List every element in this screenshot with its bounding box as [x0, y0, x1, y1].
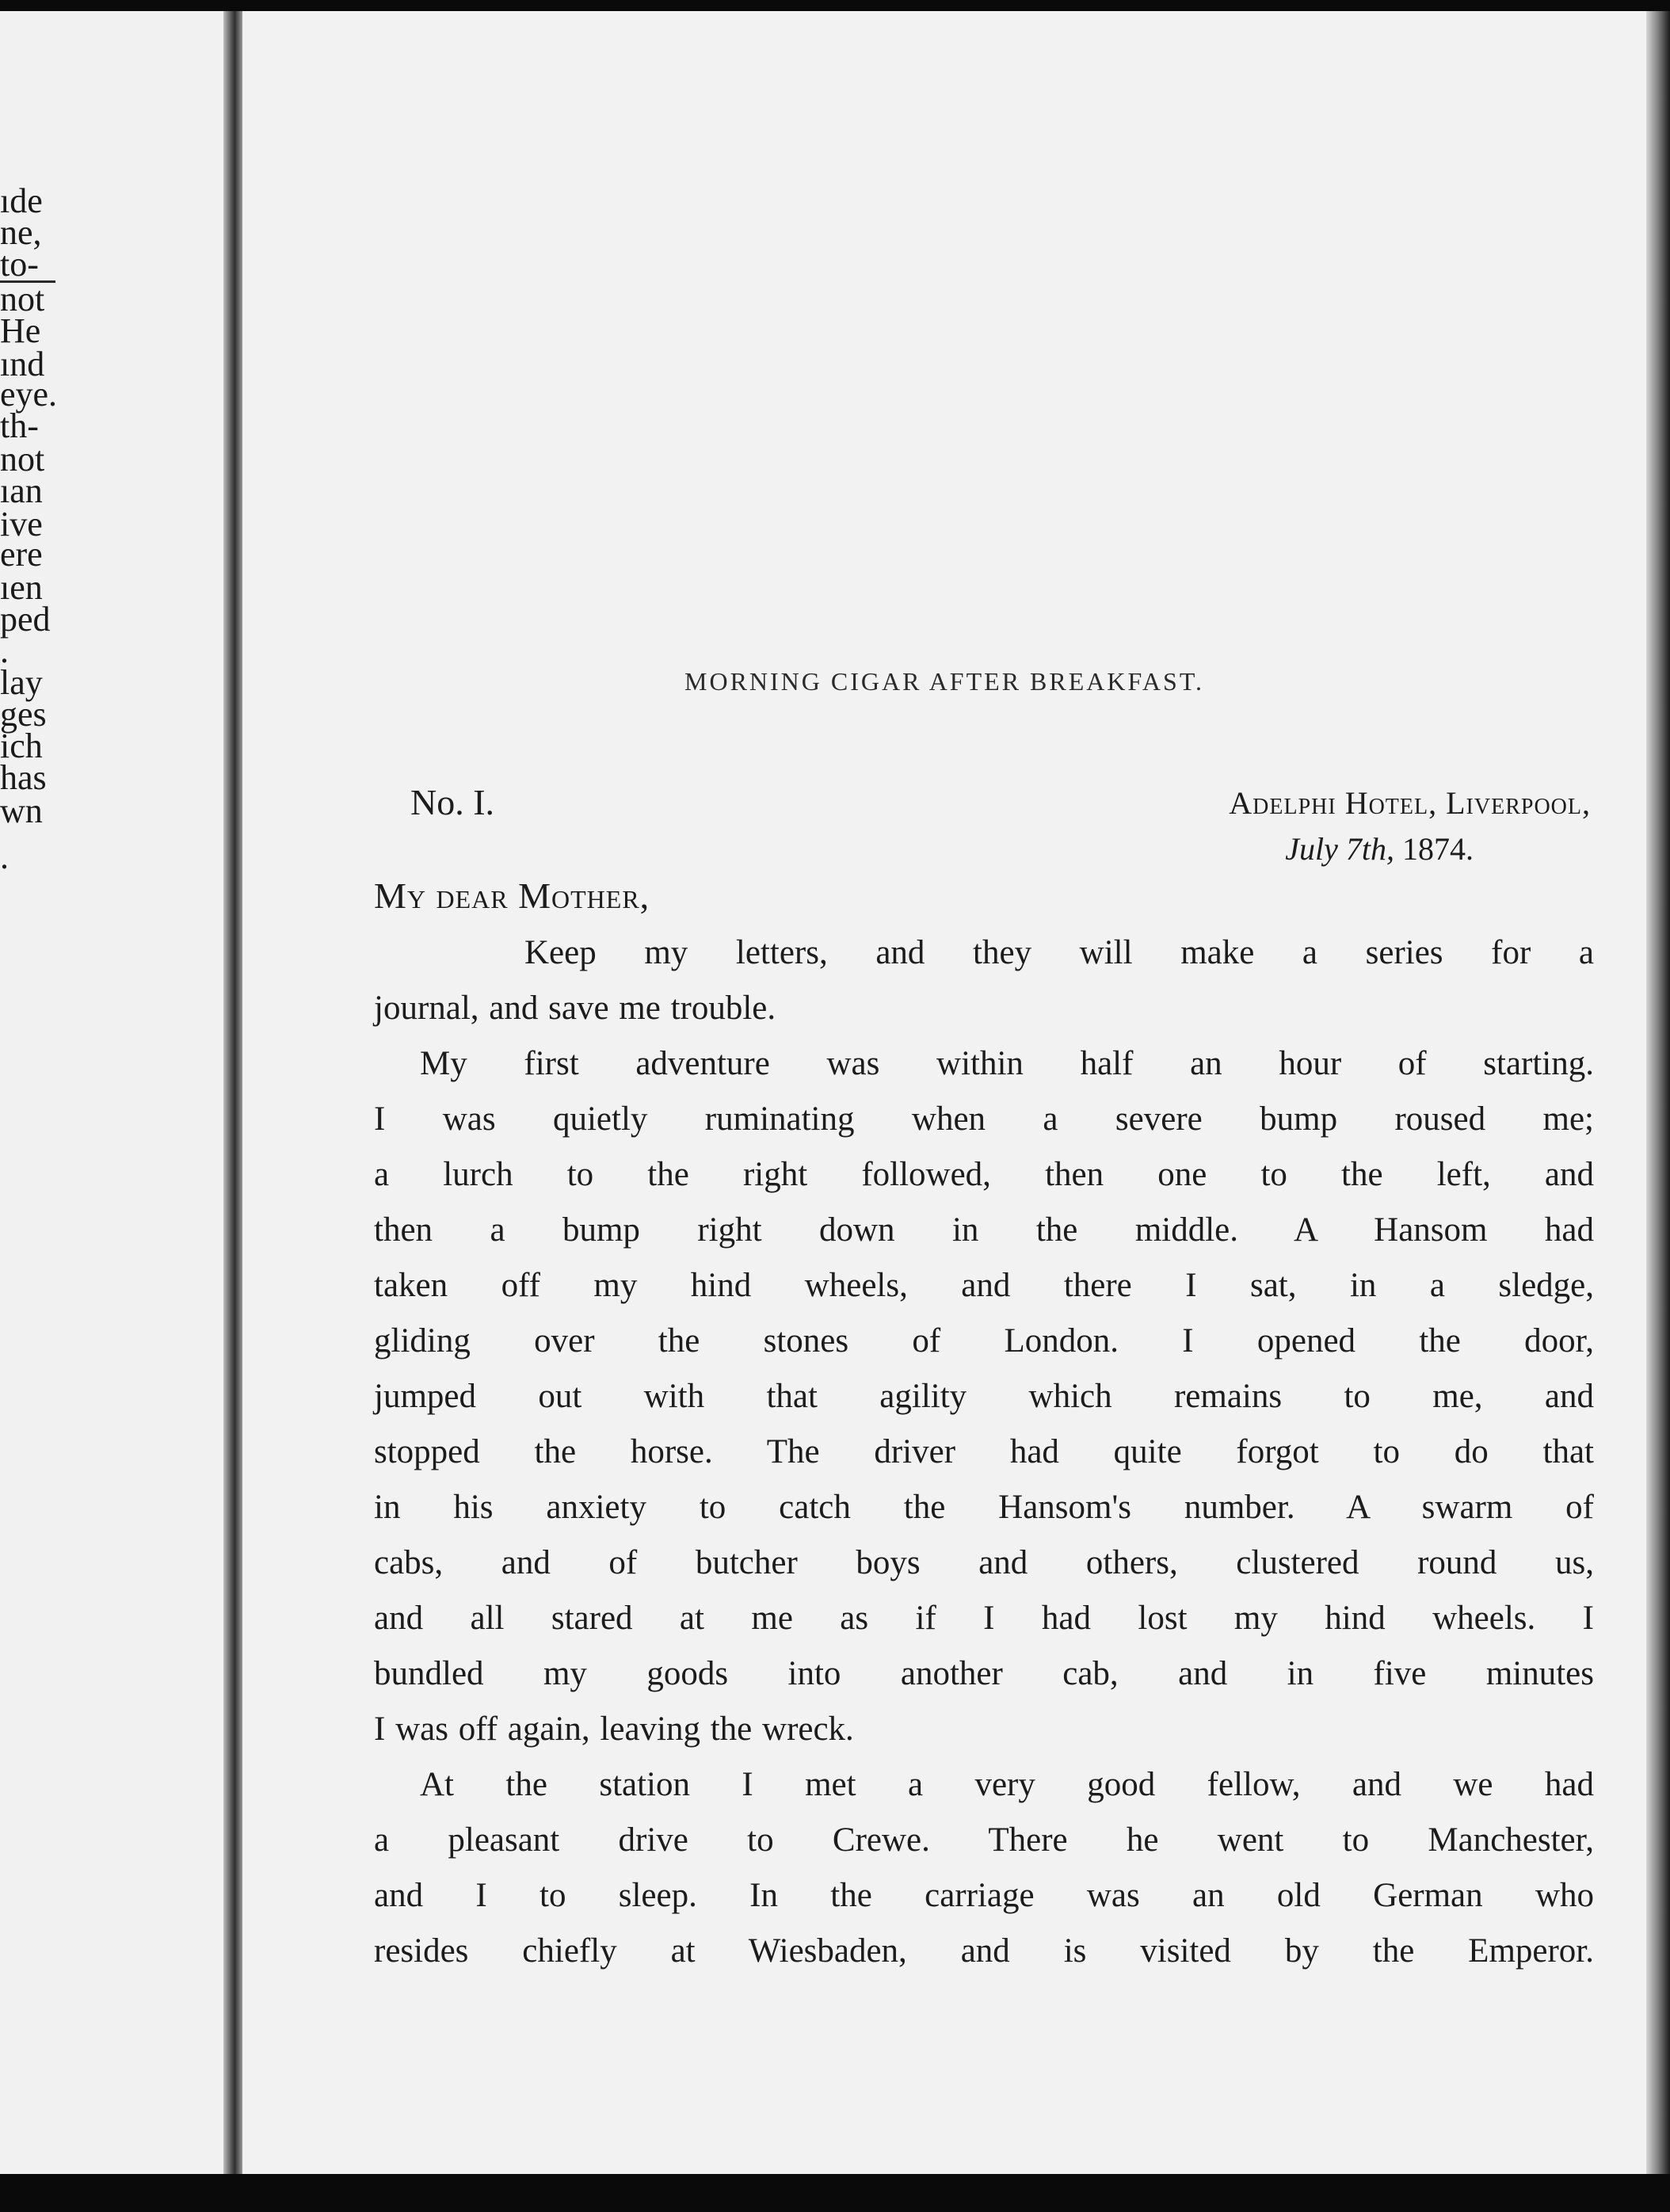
facing-page-line: has	[0, 758, 47, 797]
body-line: I was quietly ruminating when a severe bump roused me;	[374, 1100, 1594, 1138]
facing-page-line: ive	[0, 505, 43, 543]
body-line: At the station I met a very good fellow, and we had	[420, 1766, 1594, 1803]
salutation: My dear Mother,	[374, 875, 650, 916]
facing-page-line: ıde	[0, 181, 43, 220]
letter-body	[374, 925, 1594, 1979]
page-edge-shadow	[1646, 11, 1670, 2174]
letter-date-day: July 7th,	[1285, 831, 1394, 867]
body-line: a pleasant drive to Crewe. There he went to Manchester,	[374, 1821, 1594, 1859]
body-line: journal, and save me trouble.	[374, 990, 776, 1027]
body-line: I was off again, leaving the wreck.	[374, 1710, 854, 1748]
facing-page-line: ne,	[0, 213, 42, 252]
facing-page-line: .	[0, 631, 9, 670]
facing-page-line: to-	[0, 245, 39, 284]
facing-page-line: ere	[0, 535, 43, 574]
running-head: MORNING CIGAR AFTER BREAKFAST.	[684, 667, 1204, 696]
letter-number: No. I.	[410, 782, 495, 822]
book-gutter	[223, 11, 242, 2174]
body-line: and all stared at me as if I had lost my hind wheels. I	[374, 1600, 1594, 1637]
book-page	[242, 11, 1646, 2174]
facing-page-line: .	[0, 837, 9, 876]
facing-page-fragment	[0, 11, 223, 2174]
body-line: jumped out with that agility which remains to me, and	[374, 1378, 1594, 1415]
facing-page-line: lay	[0, 663, 43, 702]
body-line: resides chiefly at Wiesbaden, and is visited by the Emperor.	[374, 1932, 1594, 1970]
body-line: gliding over the stones of London. I opened the door,	[374, 1322, 1594, 1360]
letter-date	[1285, 830, 1474, 868]
facing-page-line: He	[0, 311, 41, 350]
facing-page-line: eye.	[0, 375, 58, 414]
facing-page-line: not	[0, 280, 45, 318]
body-line: a lurch to the right followed, then one to the left, and	[374, 1156, 1594, 1193]
body-line: Keep my letters, and they will make a series for a	[524, 934, 1594, 971]
facing-page-line: ich	[0, 727, 43, 765]
body-line: bundled my goods into another cab, and in five minutes	[374, 1655, 1594, 1692]
facing-page-line: ıen	[0, 568, 43, 607]
body-line: in his anxiety to catch the Hansom's number. A swarm of	[374, 1489, 1594, 1526]
letter-address: Adelphi Hotel, Liverpool,	[1229, 785, 1591, 821]
facing-page-line: ges	[0, 695, 47, 734]
body-line: My first adventure was within half an hour of starting.	[420, 1045, 1594, 1082]
body-line: cabs, and of butcher boys and others, clustered round us,	[374, 1544, 1594, 1581]
letter-date-year: 1874.	[1402, 831, 1474, 867]
body-line: stopped the horse. The driver had quite forgot to do that	[374, 1433, 1594, 1470]
facing-page-line: ınd	[0, 345, 45, 383]
body-line: taken off my hind wheels, and there I sat, in a sledge,	[374, 1267, 1594, 1304]
facing-page-line: ıan	[0, 471, 43, 510]
scan-bottom-border	[0, 2174, 1670, 2212]
scan-top-border	[0, 0, 1670, 11]
facing-page-line: th-	[0, 406, 39, 445]
facing-page-line: not	[0, 440, 45, 479]
body-line: and I to sleep. In the carriage was an old German who	[374, 1877, 1594, 1914]
body-line: then a bump right down in the middle. A Hansom had	[374, 1211, 1594, 1249]
facing-page-line: wn	[0, 791, 43, 830]
facing-page-line: ped	[0, 600, 51, 639]
